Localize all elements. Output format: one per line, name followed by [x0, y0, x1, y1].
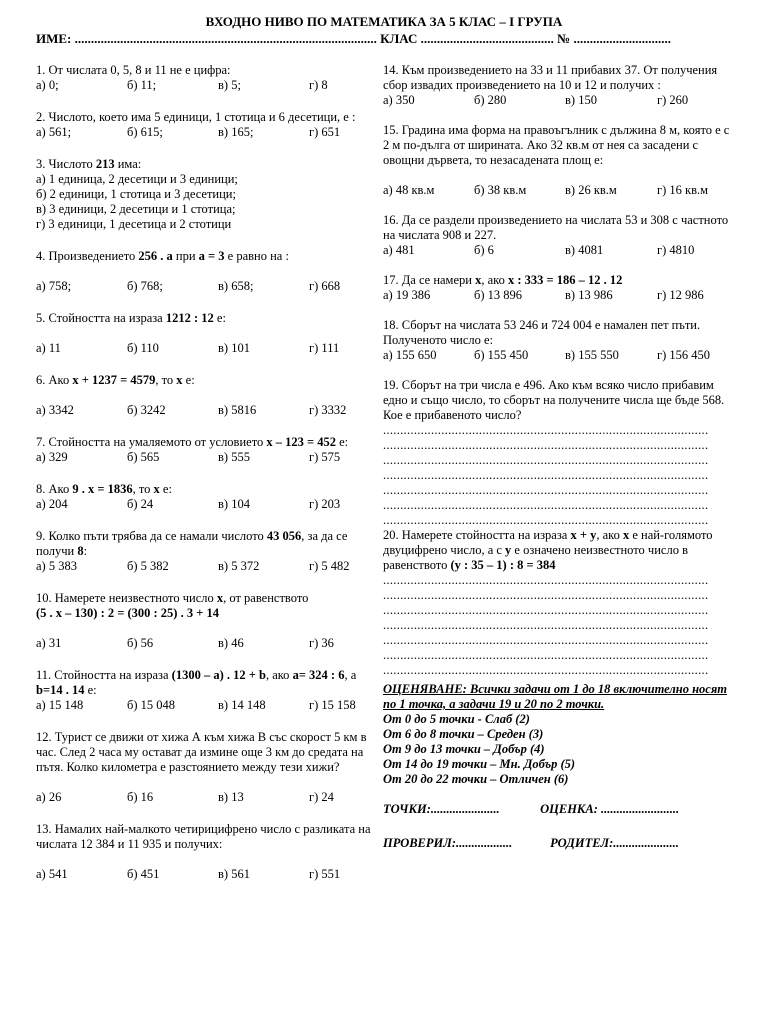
answer-line[interactable]: ............................................................................................... — [383, 513, 709, 527]
name-field[interactable]: ............................................................................................. — [74, 31, 377, 46]
option-a[interactable]: а) 48 кв.м — [383, 183, 435, 197]
option-a[interactable]: а) 5 383 — [36, 559, 77, 573]
option-c[interactable]: в) 46 — [218, 636, 244, 650]
grading-section — [383, 682, 735, 787]
option-a[interactable]: а) 758; — [36, 279, 72, 293]
option-b[interactable]: б) 110 — [127, 341, 159, 355]
answer-options — [36, 125, 372, 140]
option-c[interactable]: в) 561 — [218, 867, 250, 881]
points-field[interactable]: ТОЧКИ:...................... — [383, 802, 500, 816]
answer-line[interactable]: ............................................................................................... — [383, 468, 709, 482]
question-text: 1. От числата 0, 5, 8 и 11 не е цифра: — [36, 63, 231, 77]
answer-line[interactable]: ............................................................................................... — [383, 453, 709, 467]
question-text: 13. Намалих най-малкото четирицифрено число с разликата на числата 12 384 и 11 935 и получих: — [36, 822, 371, 851]
answer-options — [36, 403, 372, 418]
question-text: 8. Ако 9 . x = 1836, то x е: — [36, 482, 172, 496]
question-15 — [383, 123, 735, 198]
answer-options — [383, 93, 735, 108]
checked-by-field[interactable]: ПРОВЕРИЛ:.................. — [383, 836, 513, 850]
question-18 — [383, 318, 735, 363]
question-text: 10. Намерете неизвестното число x, от равенството — [36, 591, 309, 605]
option-b[interactable]: б) 280 — [474, 93, 507, 107]
option-b[interactable]: б) 3242 — [127, 403, 166, 417]
question-2 — [36, 110, 372, 140]
option-a[interactable]: а) 11 — [36, 341, 61, 355]
grading-intro: ОЦЕНЯВАНЕ: Всички задачи от 1 до 18 включително носят по 1 точка, а задачи 19 и 20 по 2 точки. — [383, 682, 728, 711]
answer-options — [36, 341, 372, 356]
question-12 — [36, 730, 372, 805]
option-a[interactable]: а) 0; — [36, 78, 59, 92]
left-column — [36, 63, 372, 899]
option-c[interactable]: в) 658; — [218, 279, 254, 293]
option-d[interactable]: г) 12 986 — [657, 288, 704, 302]
question-text: 19. Сборът на три числа е 496. Ако към всяко число прибавим едно и също число, то сборът на получените числа ще бъде 568. Кое е прибавеното число? — [383, 378, 725, 422]
option-a[interactable]: а) 329 — [36, 450, 68, 464]
question-text: 11. Стойността на израза (1300 – a) . 12 + b, ако a= 324 : 6, а b=14 . 14 е: — [36, 668, 357, 697]
option-c[interactable]: в) 26 кв.м — [565, 183, 617, 197]
signature-row — [383, 836, 735, 851]
option-c[interactable]: в) 5 372 — [218, 559, 260, 573]
right-column — [383, 63, 735, 851]
question-5 — [36, 311, 372, 356]
option-a[interactable]: а) 3342 — [36, 403, 74, 417]
option-b[interactable]: б) 5 382 — [127, 559, 169, 573]
option-a[interactable]: а) 481 — [383, 243, 415, 257]
option-d[interactable]: г) 651 — [309, 125, 341, 139]
option-d[interactable]: г) 24 — [309, 790, 334, 804]
option-d[interactable]: г) 668 — [309, 279, 341, 293]
option-c[interactable]: в) 4081 — [565, 243, 604, 257]
question-4 — [36, 249, 372, 294]
option-c[interactable]: в) 555 — [218, 450, 250, 464]
answer-options — [383, 183, 735, 198]
option-d[interactable]: г) 3 единици, 1 десетица и 2 стотици — [36, 217, 232, 231]
question-3 — [36, 157, 372, 232]
option-d[interactable]: г) 156 450 — [657, 348, 711, 362]
option-b[interactable]: б) 38 кв.м — [474, 183, 527, 197]
question-20 — [383, 528, 735, 678]
option-d[interactable]: г) 5 482 — [309, 559, 350, 573]
option-c[interactable]: в) 5816 — [218, 403, 257, 417]
answer-line[interactable]: ............................................................................................... — [383, 663, 709, 677]
grade-scale-item: От 14 до 19 точки – Мн. Добър (5) — [383, 757, 576, 771]
answer-line[interactable]: ............................................................................................... — [383, 573, 709, 587]
class-field[interactable]: ......................................... — [420, 31, 554, 46]
answer-line[interactable]: ............................................................................................... — [383, 618, 709, 632]
option-c[interactable]: в) 13 — [218, 790, 244, 804]
option-d[interactable]: г) 3332 — [309, 403, 347, 417]
question-11 — [36, 668, 372, 713]
option-b[interactable]: б) 6 — [474, 243, 494, 257]
option-c[interactable]: в) 165; — [218, 125, 254, 139]
option-b[interactable]: б) 768; — [127, 279, 163, 293]
question-text: 5. Стойността на израза 1212 : 12 е: — [36, 311, 226, 325]
number-label: № — [557, 31, 571, 46]
name-label: ИМЕ: — [36, 31, 72, 46]
option-b[interactable]: б) 13 896 — [474, 288, 523, 302]
question-7 — [36, 435, 372, 465]
option-a[interactable]: а) 31 — [36, 636, 62, 650]
answer-options — [36, 450, 372, 465]
option-b[interactable]: б) 565 — [127, 450, 160, 464]
option-b[interactable]: б) 451 — [127, 867, 160, 881]
option-d[interactable]: г) 260 — [657, 93, 689, 107]
grading-title: ОЦЕНЯВАНЕ: — [383, 682, 467, 696]
option-d[interactable]: г) 203 — [309, 497, 341, 511]
question-text: 20. Намерете стойността на израза x + y, ако x е най-голямото двуцифрено число, а с y е означено неизвестното число в равенството (y : 35 – 1) : 8 = 384 — [383, 528, 713, 572]
option-d[interactable]: г) 111 — [309, 341, 340, 355]
question-1 — [36, 63, 372, 93]
option-d[interactable]: г) 8 — [309, 78, 328, 92]
grade-field[interactable]: ОЦЕНКА: ......................... — [540, 802, 680, 816]
student-info-line — [36, 31, 736, 46]
grade-scale-item: От 20 до 22 точки – Отличен (6) — [383, 772, 569, 786]
question-text: 7. Стойността на умаляемото от условието x – 123 = 452 е: — [36, 435, 349, 449]
option-d[interactable]: г) 15 158 — [309, 698, 356, 712]
option-c[interactable]: в) 104 — [218, 497, 250, 511]
answer-line[interactable]: ............................................................................................... — [383, 588, 709, 602]
option-a[interactable]: а) 541 — [36, 867, 68, 881]
option-a[interactable]: а) 350 — [383, 93, 415, 107]
answer-options — [36, 867, 372, 882]
option-b[interactable]: б) 15 048 — [127, 698, 176, 712]
option-c[interactable]: в) 3 единици, 2 десетици и 1 стотица; — [36, 202, 236, 216]
answer-line[interactable]: ............................................................................................... — [383, 603, 709, 617]
option-a[interactable]: а) 561; — [36, 125, 72, 139]
answer-options — [36, 497, 372, 512]
grade-scale-item: От 9 до 13 точки – Добър (4) — [383, 742, 545, 756]
option-b[interactable]: б) 155 450 — [474, 348, 529, 362]
option-a[interactable]: а) 204 — [36, 497, 68, 511]
answer-options — [383, 243, 735, 258]
question-text: 15. Градина има форма на правоъгълник с дължина 8 м, която е с 2 м по-дълга от ширината. Ако 32 кв.м от нея са засадени с овощни дървета, то незасадената площ е: — [383, 123, 730, 167]
answer-line[interactable]: ............................................................................................... — [383, 648, 709, 662]
option-a[interactable]: а) 1 единица, 2 десетици и 3 единици; — [36, 172, 238, 186]
option-a[interactable]: а) 15 148 — [36, 698, 84, 712]
answer-options — [36, 559, 372, 574]
page-title: ВХОДНО НИВО ПО МАТЕМАТИКА ЗА 5 КЛАС – I ГРУПА — [205, 14, 563, 29]
question-text: 9. Колко пъти трябва да се намали числото 43 056, за да се получи 8: — [36, 529, 348, 558]
equation: (5 . x – 130) : 2 = (300 : 25) . 3 + 14 — [36, 606, 219, 620]
option-b[interactable]: б) 24 — [127, 497, 154, 511]
points-grade-row — [383, 802, 735, 817]
option-c[interactable]: в) 5; — [218, 78, 241, 92]
answer-options — [383, 348, 735, 363]
question-13 — [36, 822, 372, 882]
option-c[interactable]: в) 155 550 — [565, 348, 619, 362]
option-b[interactable]: б) 615; — [127, 125, 163, 139]
question-text: 14. Към произведението на 33 и 11 прибавих 37. От получения сбор извадих произведението на 10 и 12 и получих : — [383, 63, 718, 92]
option-b[interactable]: б) 16 — [127, 790, 154, 804]
question-17 — [383, 273, 735, 303]
class-label: КЛАС — [380, 31, 418, 46]
question-10 — [36, 591, 372, 651]
question-text: 16. Да се раздели произведението на числата 53 и 308 с частното на числата 908 и 227. — [383, 213, 729, 242]
option-c[interactable]: в) 101 — [218, 341, 250, 355]
question-text: 2. Числото, което има 5 единици, 1 стотица и 6 десетици, е : — [36, 110, 356, 124]
question-text: 6. Ако x + 1237 = 4579, то x е: — [36, 373, 195, 387]
answer-line[interactable]: ............................................................................................... — [383, 423, 709, 437]
parent-field[interactable]: РОДИТЕЛ:..................... — [550, 836, 679, 850]
answer-options — [36, 279, 372, 294]
number-field[interactable]: .............................. — [573, 31, 671, 46]
question-8 — [36, 482, 372, 512]
grade-scale-item: От 0 до 5 точки - Слаб (2) — [383, 712, 530, 726]
option-a[interactable]: а) 155 650 — [383, 348, 437, 362]
answer-line[interactable]: ............................................................................................... — [383, 438, 709, 452]
option-c[interactable]: в) 150 — [565, 93, 597, 107]
option-d[interactable]: г) 16 кв.м — [657, 183, 709, 197]
question-6 — [36, 373, 372, 418]
answer-options — [383, 288, 735, 303]
question-text: 12. Турист се движи от хижа А към хижа В със скорост 5 км в час. След 2 часа му остават да измине още 3 км до средата на пътя. Колко километра е разстоянието между тези хижи? — [36, 730, 367, 774]
answer-line[interactable]: ............................................................................................... — [383, 483, 709, 497]
question-19 — [383, 378, 735, 528]
option-d[interactable]: г) 36 — [309, 636, 334, 650]
question-text: 17. Да се намери x, ако x : 333 = 186 – 12 . 12 — [383, 273, 623, 287]
option-c[interactable]: в) 13 986 — [565, 288, 613, 302]
option-c[interactable]: в) 14 148 — [218, 698, 266, 712]
question-text: 3. Числото 213 има: — [36, 157, 142, 171]
answer-line[interactable]: ............................................................................................... — [383, 633, 709, 647]
option-a[interactable]: а) 26 — [36, 790, 62, 804]
question-14 — [383, 63, 735, 108]
answer-options — [36, 698, 372, 713]
option-d[interactable]: г) 4810 — [657, 243, 695, 257]
question-text: 4. Произведението 256 . а при а = 3 е равно на : — [36, 249, 289, 263]
answer-line[interactable]: ............................................................................................... — [383, 498, 709, 512]
question-text: 18. Сборът на числата 53 246 и 724 004 е намален пет пъти. Полученото число е: — [383, 318, 701, 347]
option-b[interactable]: б) 56 — [127, 636, 154, 650]
grade-scale-item: От 6 до 8 точки – Среден (3) — [383, 727, 544, 741]
question-9 — [36, 529, 372, 574]
answer-options — [36, 790, 372, 805]
option-b[interactable]: б) 2 единици, 1 стотица и 3 десетици; — [36, 187, 236, 201]
question-16 — [383, 213, 735, 258]
answer-options — [36, 636, 372, 651]
answer-options — [36, 78, 372, 93]
option-d[interactable]: г) 551 — [309, 867, 341, 881]
option-a[interactable]: а) 19 386 — [383, 288, 431, 302]
option-d[interactable]: г) 575 — [309, 450, 341, 464]
option-b[interactable]: б) 11; — [127, 78, 157, 92]
